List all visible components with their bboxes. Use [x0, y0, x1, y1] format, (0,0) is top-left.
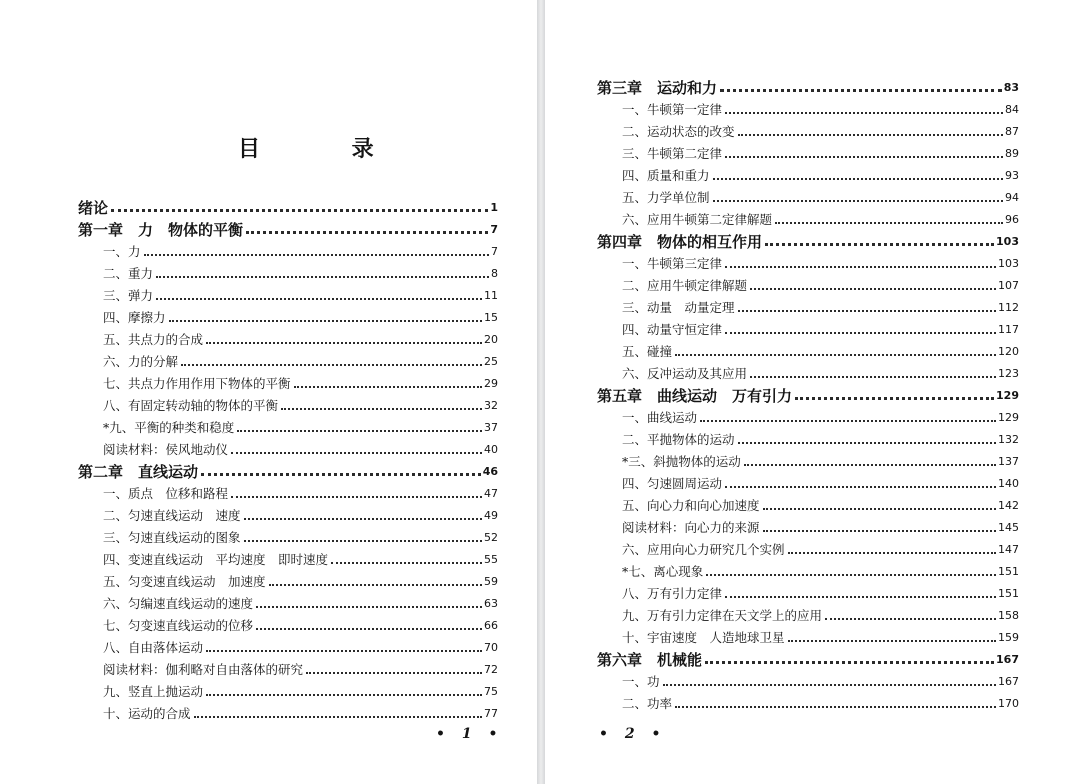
toc-entry-page: 147 — [998, 543, 1019, 556]
toc-list-left — [78, 193, 498, 721]
dot-leader — [788, 640, 996, 642]
page-number-right: • 2 • — [599, 726, 667, 742]
toc-entry-page: 40 — [484, 443, 498, 456]
toc-entry-label: 二、应用牛顿定律解题 — [622, 278, 748, 293]
toc-section-entry — [78, 655, 498, 677]
toc-entry-label: 六、应用向心力研究几个实例 — [622, 542, 785, 557]
dot-leader — [720, 89, 1002, 92]
page-number-left: • 1 • — [436, 726, 504, 742]
dot-leader — [750, 288, 996, 290]
toc-entry-page: 96 — [1005, 213, 1019, 226]
dot-leader — [206, 342, 482, 344]
toc-section-entry — [597, 139, 1019, 161]
toc-section-entry — [597, 447, 1019, 469]
toc-entry-page: 15 — [484, 311, 498, 324]
dot-leader — [206, 694, 482, 696]
toc-section-entry — [78, 699, 498, 721]
toc-entry-label: 十、宇宙速度 人造地球卫星 — [622, 630, 785, 645]
toc-entry-page: 94 — [1005, 191, 1019, 204]
dot-leader — [825, 618, 996, 620]
dot-leader — [725, 332, 996, 334]
dot-leader — [181, 364, 482, 366]
toc-entry-page: 158 — [998, 609, 1019, 622]
toc-entry-page: 8 — [491, 267, 498, 280]
toc-entry-page: 77 — [484, 707, 498, 720]
toc-entry-page: 159 — [998, 631, 1019, 644]
dot-leader — [795, 397, 994, 400]
toc-entry-label: 一、力 — [103, 244, 141, 259]
toc-entry-page: 46 — [482, 465, 498, 478]
toc-entry-page: 1 — [490, 201, 498, 214]
dot-leader — [331, 562, 482, 564]
dot-leader — [700, 420, 996, 422]
toc-entry-page: 63 — [484, 597, 498, 610]
dot-leader — [201, 473, 481, 476]
toc-entry-page: 7 — [491, 245, 498, 258]
toc-entry-label: 三、匀速直线运动的图象 — [103, 530, 241, 545]
dot-leader — [706, 574, 996, 576]
toc-entry-label: 十、运动的合成 — [103, 706, 191, 721]
dot-leader — [294, 386, 482, 388]
dot-leader — [738, 310, 996, 312]
toc-section-entry — [597, 579, 1019, 601]
dot-leader — [246, 231, 488, 234]
toc-entry-label: 一、质点 位移和路程 — [103, 486, 229, 501]
toc-entry-label: *九、平衡的种类和稳度 — [103, 420, 235, 435]
dot-leader — [788, 552, 996, 554]
toc-entry-label: 四、摩擦力 — [103, 310, 166, 325]
toc-entry-label: 五、碰撞 — [622, 344, 673, 359]
toc-title: 目 录 — [238, 136, 416, 162]
toc-section-entry — [597, 491, 1019, 513]
toc-entry-page: 129 — [998, 411, 1019, 424]
toc-section-entry — [78, 435, 498, 457]
toc-entry-label: 九、竖直上抛运动 — [103, 684, 204, 699]
toc-entry-label: 九、万有引力定律在天文学上的应用 — [622, 608, 823, 623]
toc-entry-page: 37 — [484, 421, 498, 434]
toc-entry-page: 89 — [1005, 147, 1019, 160]
toc-section-entry — [78, 413, 498, 435]
toc-section-entry — [597, 425, 1019, 447]
toc-entry-page: 70 — [484, 641, 498, 654]
dot-leader — [763, 508, 996, 510]
toc-entry-label: 四、动量守恒定律 — [622, 322, 723, 337]
toc-entry-page: 47 — [484, 487, 498, 500]
toc-entry-label: 一、功 — [622, 674, 660, 689]
toc-entry-label: 七、共点力作用作用下物体的平衡 — [103, 376, 291, 391]
toc-entry-label: 二、平抛物体的运动 — [622, 432, 735, 447]
toc-entry-page: 117 — [998, 323, 1019, 336]
toc-section-entry — [597, 337, 1019, 359]
dot-leader — [705, 661, 994, 664]
toc-chapter-entry — [78, 193, 498, 215]
dot-leader — [725, 156, 1003, 158]
toc-entry-page: 167 — [998, 675, 1019, 688]
dot-leader — [256, 628, 482, 630]
toc-section-entry — [597, 689, 1019, 711]
toc-section-entry — [597, 271, 1019, 293]
toc-entry-label: 第二章 直线运动 — [78, 463, 199, 481]
dot-leader — [713, 200, 1003, 202]
toc-chapter-entry — [597, 73, 1019, 95]
dot-leader — [713, 178, 1003, 180]
toc-section-entry — [597, 513, 1019, 535]
toc-entry-page: 145 — [998, 521, 1019, 534]
toc-entry-page: 11 — [484, 289, 498, 302]
toc-entry-page: 107 — [998, 279, 1019, 292]
toc-entry-label: 一、牛顿第三定律 — [622, 256, 723, 271]
toc-section-entry — [597, 557, 1019, 579]
toc-entry-page: 142 — [998, 499, 1019, 512]
dot-leader — [763, 530, 996, 532]
toc-entry-label: 五、共点力的合成 — [103, 332, 204, 347]
dot-leader — [663, 684, 996, 686]
toc-entry-label: 三、动量 动量定理 — [622, 300, 735, 315]
toc-entry-label: 五、力学单位制 — [622, 190, 710, 205]
toc-entry-label: 四、变速直线运动 平均速度 即时速度 — [103, 552, 329, 567]
dot-leader — [231, 452, 482, 454]
toc-section-entry — [597, 293, 1019, 315]
dot-leader — [306, 672, 482, 674]
dot-leader — [750, 376, 996, 378]
dot-leader — [111, 209, 488, 212]
toc-section-entry — [78, 325, 498, 347]
toc-entry-label: 一、曲线运动 — [622, 410, 698, 425]
toc-entry-label: *三、斜抛物体的运动 — [622, 454, 741, 469]
toc-entry-page: 29 — [484, 377, 498, 390]
toc-section-entry — [78, 347, 498, 369]
toc-entry-page: 103 — [996, 235, 1019, 248]
toc-entry-label: 八、自由落体运动 — [103, 640, 204, 655]
toc-entry-label: 六、力的分解 — [103, 354, 179, 369]
toc-entry-label: 第一章 力 物体的平衡 — [78, 221, 244, 239]
toc-entry-page: 167 — [996, 653, 1019, 666]
toc-entry-label: 三、弹力 — [103, 288, 154, 303]
toc-chapter-entry — [597, 227, 1019, 249]
toc-entry-label: 七、匀变速直线运动的位移 — [103, 618, 254, 633]
dot-leader — [738, 134, 1003, 136]
left-page — [0, 0, 537, 784]
toc-section-entry — [78, 611, 498, 633]
dot-leader — [775, 222, 1003, 224]
dot-leader — [725, 266, 996, 268]
dot-leader — [725, 112, 1003, 114]
toc-entry-label: 二、重力 — [103, 266, 154, 281]
toc-entry-label: 四、质量和重力 — [622, 168, 710, 183]
toc-entry-page: 55 — [484, 553, 498, 566]
toc-chapter-entry — [78, 457, 498, 479]
toc-entry-label: 二、运动状态的改变 — [622, 124, 735, 139]
toc-entry-label: 八、有固定转动轴的物体的平衡 — [103, 398, 279, 413]
toc-entry-label: 六、反冲运动及其应用 — [622, 366, 748, 381]
toc-chapter-entry — [597, 381, 1019, 403]
toc-entry-label: 五、向心力和向心加速度 — [622, 498, 760, 513]
toc-entry-page: 84 — [1005, 103, 1019, 116]
dot-leader — [156, 276, 489, 278]
toc-entry-label: 第五章 曲线运动 万有引力 — [597, 387, 793, 405]
toc-section-entry — [78, 523, 498, 545]
dot-leader — [675, 706, 996, 708]
toc-section-entry — [597, 183, 1019, 205]
toc-section-entry — [597, 623, 1019, 645]
toc-section-entry — [597, 315, 1019, 337]
toc-section-entry — [597, 205, 1019, 227]
toc-section-entry — [597, 117, 1019, 139]
toc-entry-page: 20 — [484, 333, 498, 346]
toc-entry-page: 129 — [996, 389, 1019, 402]
toc-entry-label: 第四章 物体的相互作用 — [597, 233, 763, 251]
dot-leader — [675, 354, 996, 356]
toc-section-entry — [597, 161, 1019, 183]
toc-entry-label: 二、功率 — [622, 696, 673, 711]
toc-entry-label: 阅读材料：侯风地动仪 — [103, 442, 229, 457]
toc-entry-label: 八、万有引力定律 — [622, 586, 723, 601]
toc-section-entry — [78, 237, 498, 259]
dot-leader — [156, 298, 482, 300]
toc-entry-page: 59 — [484, 575, 498, 588]
toc-entry-page: 170 — [998, 697, 1019, 710]
dot-leader — [206, 650, 482, 652]
toc-chapter-entry — [597, 645, 1019, 667]
dot-leader — [725, 596, 996, 598]
toc-entry-label: 第三章 运动和力 — [597, 79, 718, 97]
toc-entry-page: 112 — [998, 301, 1019, 314]
toc-section-entry — [597, 403, 1019, 425]
toc-section-entry — [78, 589, 498, 611]
toc-entry-label: 二、匀速直线运动 速度 — [103, 508, 241, 523]
dot-leader — [244, 518, 482, 520]
dot-leader — [231, 496, 482, 498]
toc-section-entry — [78, 391, 498, 413]
toc-entry-label: 阅读材料：向心力的来源 — [622, 520, 760, 535]
toc-entry-label: 四、匀速圆周运动 — [622, 476, 723, 491]
toc-section-entry — [78, 479, 498, 501]
dot-leader — [144, 254, 489, 256]
toc-entry-page: 132 — [998, 433, 1019, 446]
toc-entry-page: 87 — [1005, 125, 1019, 138]
toc-section-entry — [78, 633, 498, 655]
dot-leader — [725, 486, 996, 488]
toc-section-entry — [78, 281, 498, 303]
toc-section-entry — [78, 677, 498, 699]
dot-leader — [237, 430, 482, 432]
toc-entry-page: 151 — [998, 565, 1019, 578]
dot-leader — [244, 540, 482, 542]
toc-entry-label: 阅读材料：伽利略对自由落体的研究 — [103, 662, 304, 677]
dot-leader — [169, 320, 482, 322]
toc-entry-page: 137 — [998, 455, 1019, 468]
toc-section-entry — [78, 501, 498, 523]
toc-section-entry — [78, 545, 498, 567]
toc-entry-page: 32 — [484, 399, 498, 412]
toc-entry-label: 三、牛顿第二定律 — [622, 146, 723, 161]
toc-section-entry — [597, 359, 1019, 381]
toc-entry-page: 140 — [998, 477, 1019, 490]
dot-leader — [281, 408, 482, 410]
dot-leader — [256, 606, 482, 608]
dot-leader — [738, 442, 996, 444]
toc-entry-page: 120 — [998, 345, 1019, 358]
toc-entry-page: 123 — [998, 367, 1019, 380]
toc-section-entry — [597, 95, 1019, 117]
toc-entry-page: 52 — [484, 531, 498, 544]
dot-leader — [269, 584, 482, 586]
book-gutter — [537, 0, 545, 784]
toc-entry-page: 83 — [1003, 81, 1019, 94]
toc-entry-label: 第六章 机械能 — [597, 651, 703, 669]
toc-entry-label: 一、牛顿第一定律 — [622, 102, 723, 117]
toc-section-entry — [78, 259, 498, 281]
toc-section-entry — [78, 369, 498, 391]
toc-entry-label: 五、匀变速直线运动 加速度 — [103, 574, 266, 589]
toc-entry-page: 72 — [484, 663, 498, 676]
toc-section-entry — [597, 469, 1019, 491]
toc-entry-label: 六、应用牛顿第二定律解题 — [622, 212, 773, 227]
toc-entry-page: 151 — [998, 587, 1019, 600]
toc-entry-page: 25 — [484, 355, 498, 368]
toc-entry-label: 绪论 — [78, 199, 109, 217]
toc-entry-page: 49 — [484, 509, 498, 522]
dot-leader — [194, 716, 482, 718]
toc-chapter-entry — [78, 215, 498, 237]
toc-section-entry — [78, 303, 498, 325]
toc-section-entry — [597, 601, 1019, 623]
toc-section-entry — [597, 249, 1019, 271]
toc-section-entry — [597, 535, 1019, 557]
dot-leader — [765, 243, 994, 246]
toc-section-entry — [78, 567, 498, 589]
toc-entry-page: 75 — [484, 685, 498, 698]
toc-entry-page: 66 — [484, 619, 498, 632]
toc-entry-page: 103 — [998, 257, 1019, 270]
toc-entry-label: *七、离心现象 — [622, 564, 704, 579]
toc-entry-label: 六、匀编速直线运动的速度 — [103, 596, 254, 611]
toc-section-entry — [597, 667, 1019, 689]
toc-entry-page: 7 — [490, 223, 498, 236]
dot-leader — [744, 464, 996, 466]
toc-entry-page: 93 — [1005, 169, 1019, 182]
toc-list-right — [597, 73, 1019, 711]
